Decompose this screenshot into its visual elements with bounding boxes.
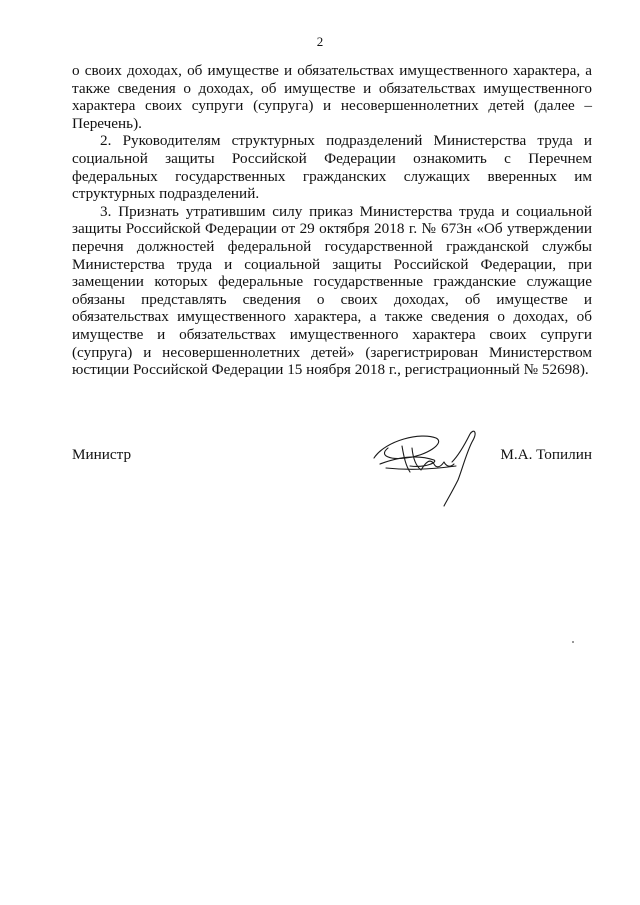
document-body bbox=[72, 62, 592, 379]
signatory-name: М.А. Топилин bbox=[500, 446, 592, 463]
signature-block bbox=[72, 446, 592, 526]
paragraph-item-3: 3. Признать утратившим силу приказ Министерства труда и социальной защиты Российской Федерации от 29 октября 2018 г. № 673н «Об утверждении перечня должностей федеральной государственной гражданской службы Министерства труда и социальной защиты Российской Федерации, при замещении которых федеральные государственные гражданские служащие обязаны представлять сведения о своих доходах, об имуществе и обязательствах имущественного характера, а также сведения о доходах, об имуществе и обязательствах имущественного характера своих супруги (супруга) и несовершеннолетних детей» (зарегистрирован Министерством юстиции Российской Федерации 15 ноября 2018 г., регистрационный № 52698). bbox=[72, 202, 592, 379]
scan-artifact bbox=[572, 641, 574, 643]
page-number: 2 bbox=[316, 34, 324, 49]
handwritten-signature bbox=[366, 418, 496, 508]
paragraph-item-2: 2. Руководителям структурных подразделений Министерства труда и социальной защиты Российской Федерации ознакомить с Перечнем федеральных государственных гражданских служащих вверенных им структурных подразделений. bbox=[72, 132, 592, 203]
signatory-position: Министр bbox=[72, 446, 132, 463]
paragraph-continuation: о своих доходах, об имуществе и обязательствах имущественного характера, а также сведения о доходах, об имуществе и обязательствах имущественного характера своих супруги (супруга) и несовершеннолетних детей (далее – Перечень). bbox=[72, 62, 592, 132]
